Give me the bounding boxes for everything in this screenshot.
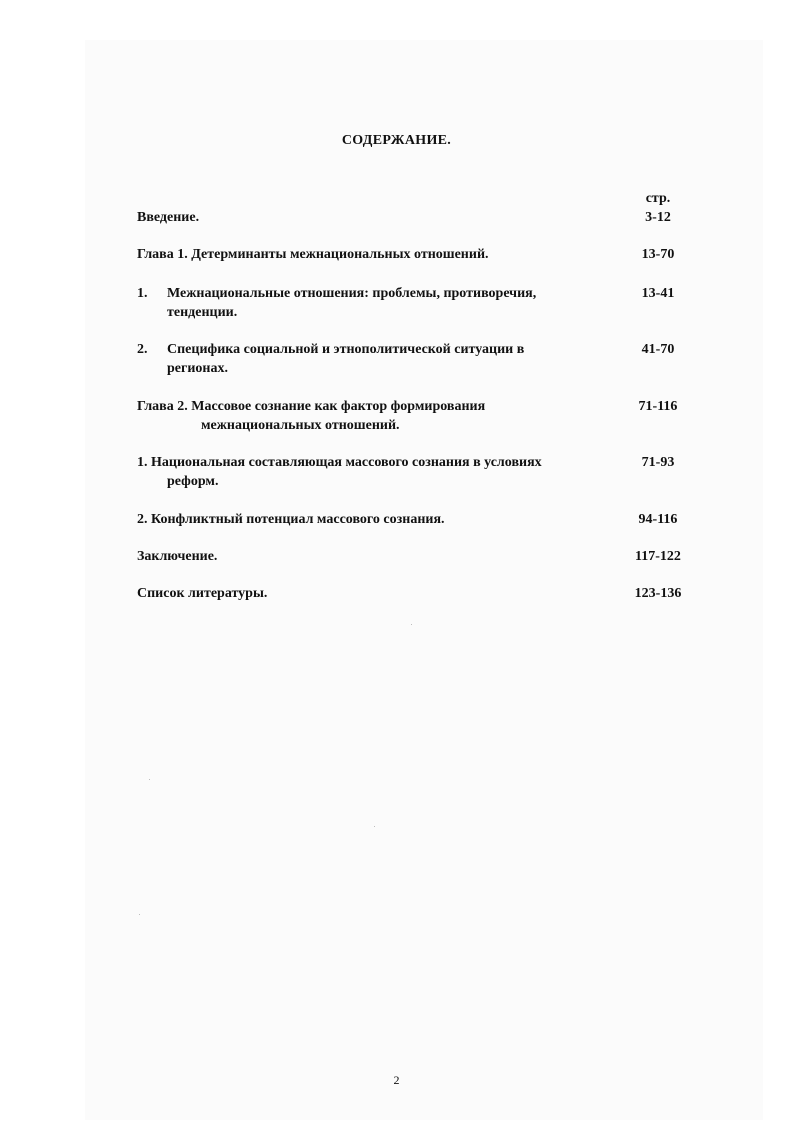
toc-entry-label: Глава 1. Детерминанты межнациональных отношений. bbox=[137, 247, 489, 262]
page-number: 2 bbox=[393, 1073, 400, 1087]
toc-entry-line-2: реформ. bbox=[167, 474, 219, 489]
toc-entry-label: 2. Конфликтный потенциал массового сознания. bbox=[137, 512, 445, 527]
toc-entry-line-2: межнациональных отношений. bbox=[201, 418, 400, 433]
toc-entry-label: Заключение. bbox=[137, 549, 218, 564]
toc-entry-label bbox=[137, 397, 607, 435]
toc-entry-label bbox=[137, 340, 607, 378]
toc-entry-label: Введение. bbox=[137, 210, 200, 225]
toc-entry-label bbox=[137, 284, 607, 322]
toc-entry-pages: 13-41 bbox=[641, 286, 675, 301]
toc-entry-pages: 117-122 bbox=[635, 549, 681, 564]
scan-speck bbox=[411, 624, 412, 625]
scan-speck bbox=[139, 914, 140, 915]
toc-entry-pages: 71-116 bbox=[638, 399, 678, 414]
toc-entry-line-1: 1. Национальная составляющая массового сознания в условиях bbox=[137, 455, 542, 470]
document-title: СОДЕРЖАНИЕ. bbox=[341, 133, 452, 148]
toc-entry-pages: 3-12 bbox=[645, 210, 671, 225]
toc-entry-pages: 123-136 bbox=[634, 586, 682, 601]
toc-entry-pages: 13-70 bbox=[641, 247, 675, 262]
toc-entry-pages: 94-116 bbox=[638, 512, 678, 527]
toc-entry-line-1: Глава 2. Массовое сознание как фактор формирования bbox=[137, 399, 486, 414]
toc-entry-line-2: регионах. bbox=[167, 361, 228, 376]
toc-entry-label bbox=[137, 453, 617, 491]
toc-entry-line-2: тенденции. bbox=[167, 305, 238, 320]
toc-entry-pages: 71-93 bbox=[641, 455, 675, 470]
toc-entry-line-1: Специфика социальной и этнополитической ситуации в bbox=[167, 342, 525, 357]
scan-speck bbox=[149, 779, 150, 780]
toc-entry-line-1: Межнациональные отношения: проблемы, противоречия, bbox=[167, 286, 537, 301]
toc-entry-number: 2. bbox=[137, 342, 148, 357]
scan-speck bbox=[374, 826, 375, 827]
toc-entry-label: Список литературы. bbox=[137, 586, 268, 601]
pages-column-header: стр. bbox=[645, 191, 671, 206]
toc-entry-number: 1. bbox=[137, 286, 148, 301]
toc-entry-pages: 41-70 bbox=[641, 342, 675, 357]
